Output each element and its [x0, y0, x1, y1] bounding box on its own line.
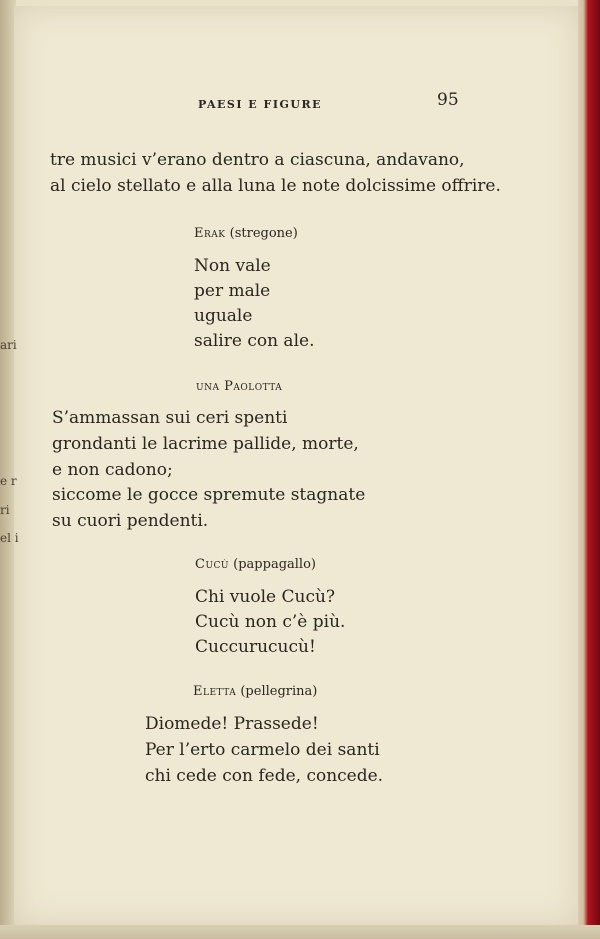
page-number: 95 — [437, 90, 459, 110]
bleed-through-text: e r — [0, 474, 17, 488]
verse-line: su cuori pendenti. — [52, 511, 209, 531]
speaker-heading — [195, 557, 316, 572]
speaker-name: una Paolotta — [196, 379, 283, 394]
page-bottom-edge — [0, 925, 600, 939]
verse-line: salire con ale. — [194, 331, 315, 351]
speaker-role: (pellegrina) — [240, 684, 318, 699]
verse-line: e non cadono; — [52, 460, 173, 480]
running-header: PAESI E FIGURE — [198, 98, 322, 111]
verse-line: S’ammassan sui ceri spenti — [52, 408, 288, 428]
bleed-through-text: el i — [0, 531, 19, 545]
verse-line: uguale — [194, 306, 253, 326]
verse-line: Cuccurucucù! — [195, 637, 316, 657]
speaker-heading — [196, 379, 282, 394]
bleed-through-text: ari — [0, 338, 17, 352]
verse-line: per male — [194, 281, 271, 301]
speaker-heading — [194, 226, 298, 241]
verse-line: grondanti le lacrime pallide, morte, — [52, 434, 359, 454]
speaker-role: (pappagallo) — [233, 557, 316, 572]
speaker-name: Eletta — [193, 684, 237, 699]
verse-line: chi cede con fede, concede. — [145, 766, 384, 786]
prose-line: tre musici v’erano dentro a ciascuna, andavano, — [50, 150, 465, 170]
verse-line: Per l’erto carmelo dei santi — [145, 740, 380, 760]
verse-line: siccome le gocce spremute stagnate — [52, 485, 366, 505]
speaker-heading — [193, 684, 317, 699]
speaker-name: Cucù — [195, 557, 230, 572]
verse-line: Cucù non c’è più. — [195, 612, 346, 632]
verse-line: Non vale — [194, 256, 271, 276]
speaker-name: Erak — [194, 226, 226, 241]
book-binding — [578, 0, 600, 939]
bleed-through-text: ri — [0, 503, 10, 517]
prose-line: al cielo stellato e alla luna le note dolcissime offrire. — [50, 176, 501, 196]
speaker-role: (stregone) — [229, 226, 298, 241]
verse-line: Chi vuole Cucù? — [195, 587, 336, 607]
verse-line: Diomede! Prassede! — [145, 714, 319, 734]
